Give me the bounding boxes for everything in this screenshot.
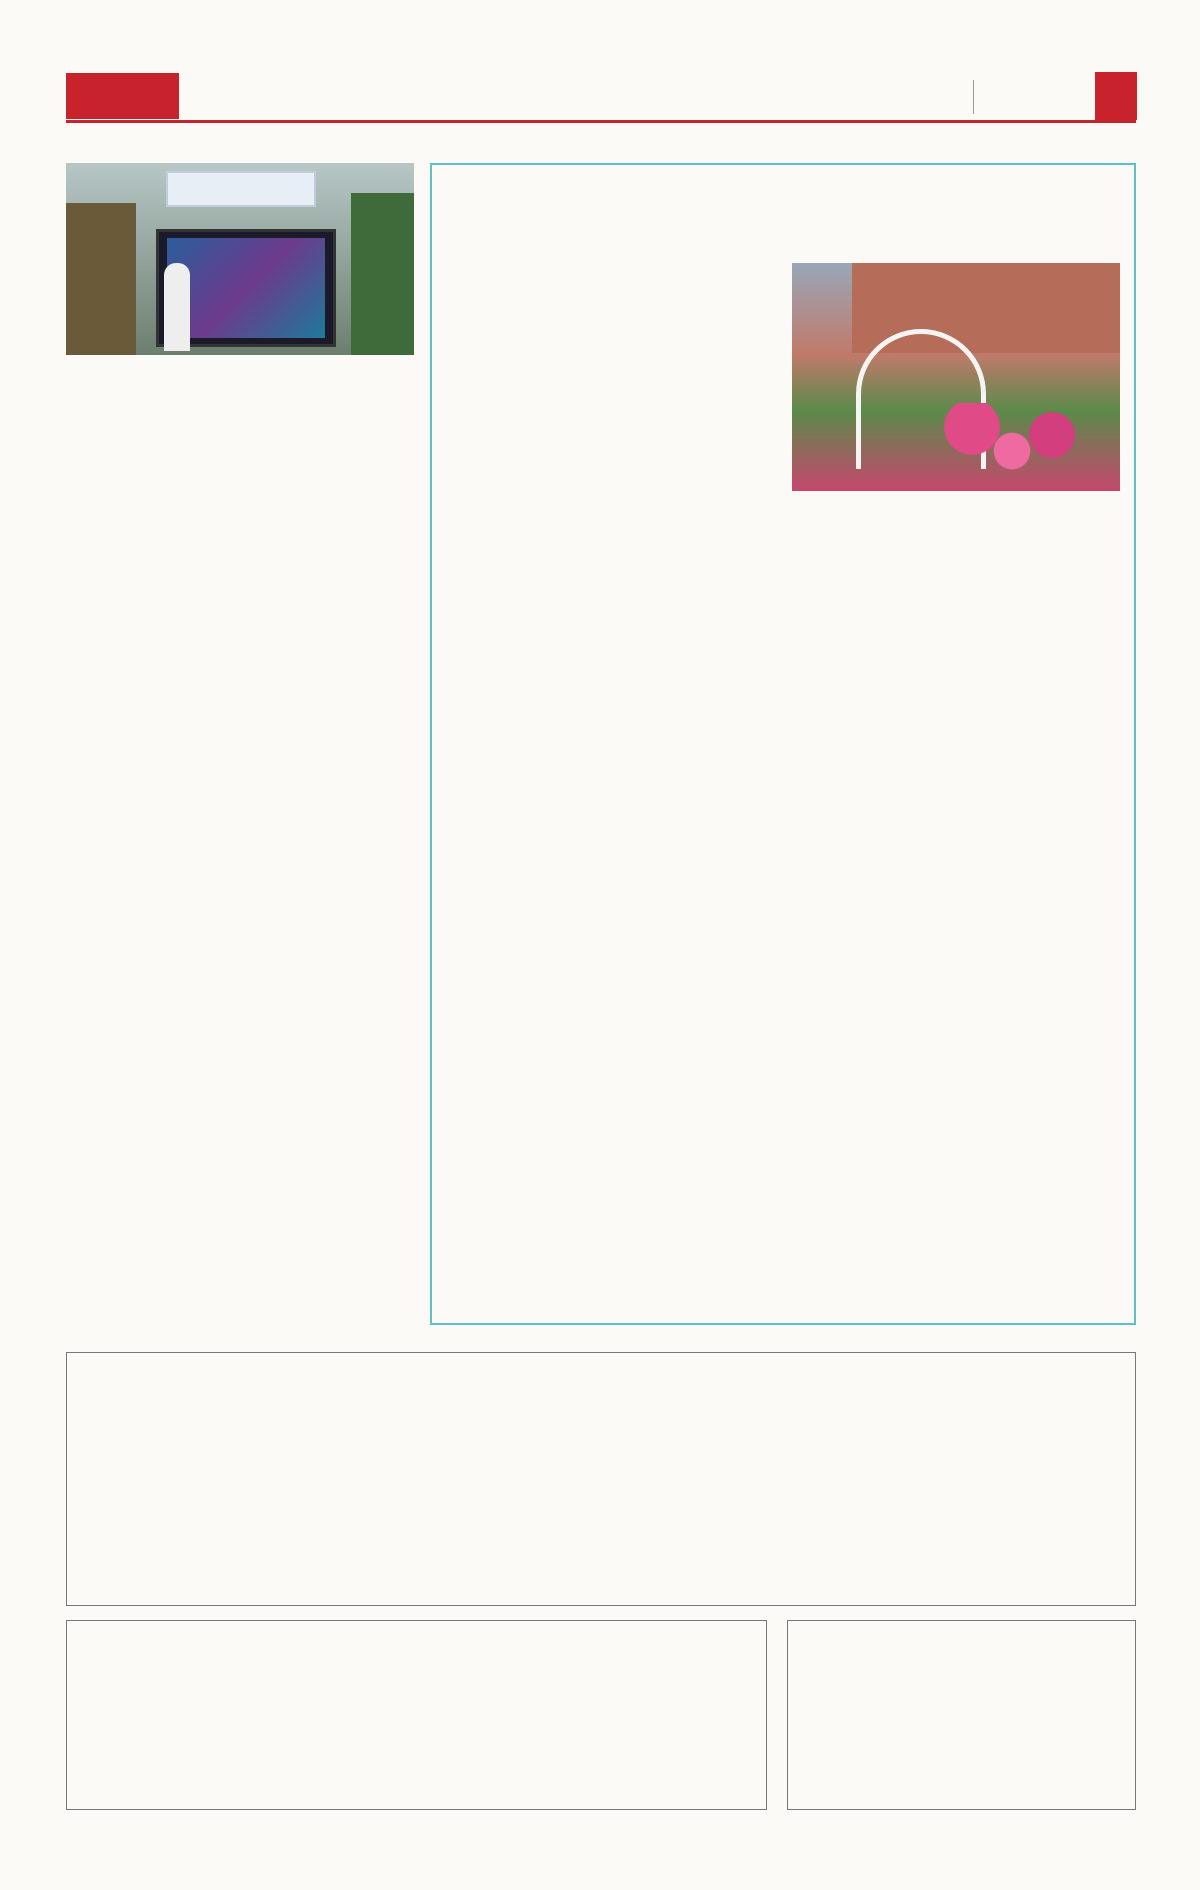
5g-thermal-photo — [66, 163, 414, 355]
recruitment-box — [66, 1620, 767, 1810]
page-number — [1095, 72, 1137, 120]
photo-screen-display — [167, 238, 325, 338]
photo-person — [164, 263, 190, 351]
selection-box — [787, 1620, 1136, 1810]
flower-sea-photo — [792, 263, 1120, 491]
masthead-logo — [66, 73, 179, 119]
photo-tree — [66, 203, 136, 355]
construction-notice-box — [66, 1352, 1136, 1606]
header-rule — [66, 120, 1136, 123]
header-divider — [973, 80, 974, 114]
photo-banner-text — [166, 171, 316, 207]
photo-people — [912, 403, 1112, 483]
photo-foliage — [351, 193, 414, 355]
